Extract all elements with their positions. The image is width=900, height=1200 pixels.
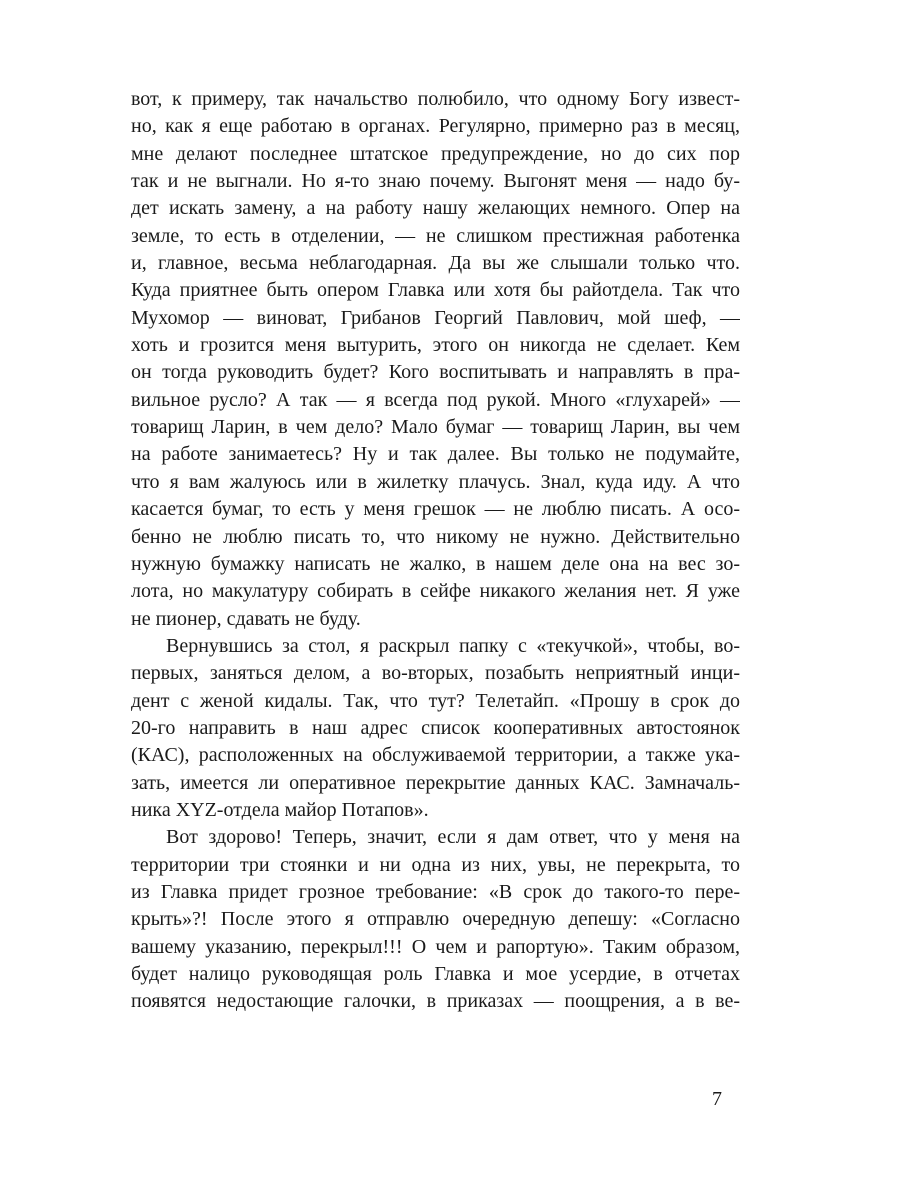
text-line: дет искать замену, а на работу нашу желающих немного. Опер на <box>131 197 740 220</box>
text-line: земле, то есть в отделении, — не слишком престижная работенка <box>131 224 740 247</box>
text-line: так и не выгнали. Но я-то знаю почему. Выгонят меня — надо бу- <box>131 170 740 193</box>
text-line: что я вам жалуюсь или в жилетку плачусь. Знал, куда иду. А что <box>131 470 740 493</box>
text-line: касается бумаг, то есть у меня грешок — не люблю писать. А осо- <box>131 498 740 521</box>
text-line: первых, заняться делом, а во-вторых, позабыть неприятный инци- <box>131 662 740 685</box>
text-line: хоть и грозится меня вытурить, этого он никогда не сделает. Кем <box>131 334 740 357</box>
paragraph <box>131 824 740 1015</box>
text-line: мне делают последнее штатское предупреждение, но до сих пор <box>131 142 740 165</box>
text-line: Куда приятнее быть опером Главка или хотя бы райотдела. Так что <box>131 279 740 302</box>
text-line: вот, к примеру, так начальство полюбило, что одному Богу извест- <box>131 88 740 110</box>
text-line: на работе занимаетесь? Ну и так далее. Вы только не подумайте, <box>131 443 740 466</box>
text-line: дент с женой кидалы. Так, что тут? Телетайп. «Прошу в срок до <box>131 689 740 712</box>
paragraph <box>131 86 740 633</box>
text-line: Вот здорово! Теперь, значит, если я дам ответ, что у меня на <box>166 826 740 849</box>
text-line: вашему указанию, перекрыл!!! О чем и рапортую». Таким образом, <box>131 935 740 958</box>
text-line: бенно не люблю писать то, что никому не нужно. Действительно <box>131 525 740 548</box>
text-line: вильное русло? А так — я всегда под рукой. Много «глухарей» — <box>131 388 740 411</box>
text-line: ника XYZ-отдела майор Потапов». <box>131 798 429 821</box>
text-line: лота, но макулатуру собирать в сейфе никакого желания нет. Я уже <box>131 580 740 603</box>
text-line: товарищ Ларин, в чем дело? Мало бумаг — товарищ Ларин, вы чем <box>131 416 740 439</box>
text-line: крыть»?! После этого я отправлю очередную депешу: «Согласно <box>131 908 740 931</box>
text-line: зать, имеется ли оперативное перекрытие данных КАС. Замначаль- <box>131 771 740 794</box>
page-body-text <box>131 86 740 1016</box>
text-line: Вернувшись за стол, я раскрыл папку с «текучкой», чтобы, во- <box>166 634 740 657</box>
text-line: не пионер, сдавать не буду. <box>131 607 361 630</box>
text-line: (КАС), расположенных на обслуживаемой территории, а также ука- <box>131 744 740 767</box>
text-line: появятся недостающие галочки, в приказах — поощрения, а в ве- <box>131 990 740 1013</box>
text-line: и, главное, весьма неблагодарная. Да вы же слышали только что. <box>131 252 740 275</box>
paragraph <box>131 633 740 824</box>
text-line: нужную бумажку написать не жалко, в нашем деле она на вес зо- <box>131 552 740 575</box>
page-number: 7 <box>712 1088 722 1110</box>
text-line: будет налицо руководящая роль Главка и мое усердие, в отчетах <box>131 963 740 985</box>
text-line: но, как я еще работаю в органах. Регулярно, примерно раз в месяц, <box>131 115 740 138</box>
text-line: территории три стоянки и ни одна из них, увы, не перекрыта, то <box>131 853 740 876</box>
text-line: из Главка придет грозное требование: «В срок до такого-то пере- <box>131 880 740 903</box>
text-line: 20-го направить в наш адрес список кооперативных автостоянок <box>131 716 740 739</box>
text-line: Мухомор — виноват, Грибанов Георгий Павлович, мой шеф, — <box>131 306 740 329</box>
text-line: он тогда руководить будет? Кого воспитывать и направлять в пра- <box>131 361 740 384</box>
